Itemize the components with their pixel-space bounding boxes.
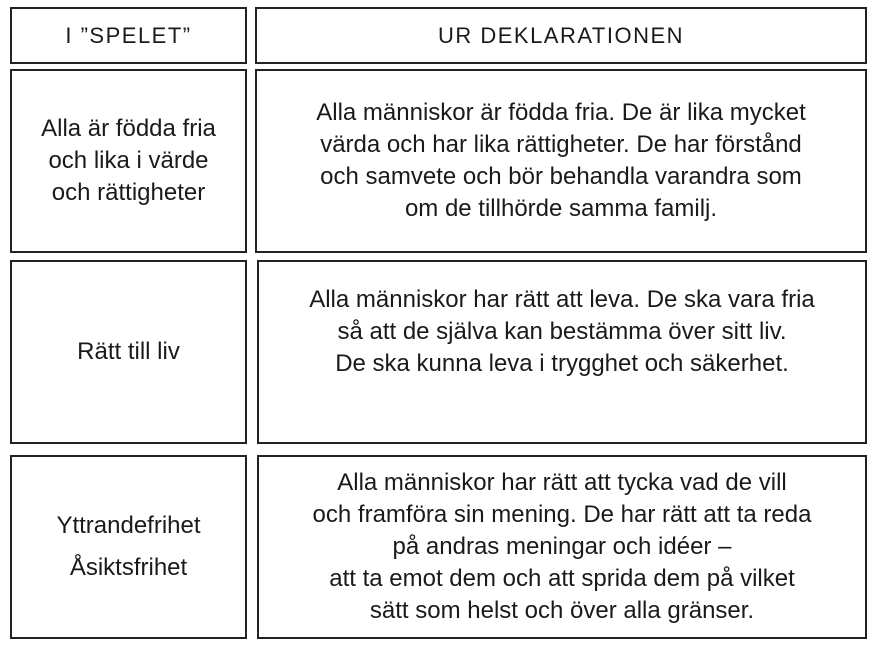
text-line: så att de själva kan bestämma över sitt liv. — [337, 318, 787, 345]
text-line: sätt som helst och över alla gränser. — [369, 597, 755, 624]
header-declaration-column — [255, 7, 867, 64]
text-line: Yttrandefrihet — [56, 512, 201, 539]
text-line: på andras meningar och idéer – — [392, 533, 732, 560]
text-line: Alla människor har rätt att tycka vad de vill — [337, 469, 787, 496]
declaration-text — [309, 284, 815, 380]
declaration-text — [316, 97, 806, 225]
text-line: Rätt till liv — [77, 338, 180, 365]
text-line: Alla är födda fria — [41, 115, 216, 142]
header-declaration-label: UR DEKLARATIONEN — [437, 22, 685, 48]
declaration-cell-freedom-of-expression — [257, 455, 867, 639]
text-line: och rättigheter — [51, 179, 206, 206]
text-line: och lika i värde — [48, 147, 209, 174]
header-game-column — [10, 7, 247, 64]
text-line: Alla människor har rätt att leva. De ska vara fria — [309, 286, 815, 313]
game-text — [77, 336, 180, 368]
text-line: och framföra sin mening. De har rätt att ta reda — [312, 501, 812, 528]
game-cell-right-to-life — [10, 260, 247, 444]
game-text — [56, 510, 200, 584]
text-line: Åsiktsfrihet — [69, 554, 188, 581]
declaration-cell-equality — [255, 69, 867, 253]
text-line: om de tillhörde samma familj. — [404, 195, 718, 222]
declaration-cell-right-to-life — [257, 260, 867, 444]
text-line: och samvete och bör behandla varandra som — [320, 163, 802, 190]
text-line: värda och har lika rättigheter. De har förstånd — [320, 131, 802, 158]
text-line: Alla människor är födda fria. De är lika mycket — [316, 99, 806, 126]
text-line: att ta emot dem och att sprida dem på vilket — [329, 565, 795, 592]
text-line: De ska kunna leva i trygghet och säkerhet. — [335, 350, 789, 377]
header-game-label: I ”SPELET” — [65, 22, 192, 48]
game-text — [41, 113, 216, 209]
game-cell-equality — [10, 69, 247, 253]
game-cell-freedom-of-expression — [10, 455, 247, 639]
declaration-text — [313, 467, 812, 627]
